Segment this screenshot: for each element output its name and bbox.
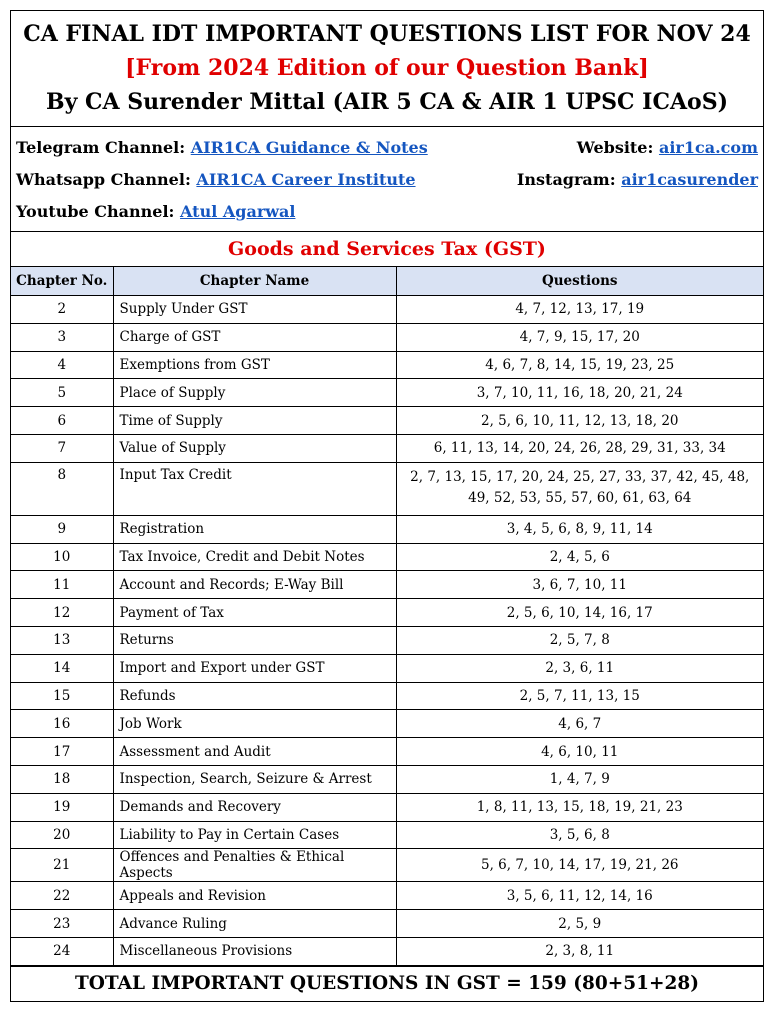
chapter-number-cell: 20	[11, 821, 113, 849]
table-row	[11, 937, 763, 965]
chapter-number-cell: 22	[11, 882, 113, 910]
chapter-name-cell: Tax Invoice, Credit and Debit Notes	[113, 543, 396, 571]
chapter-number-cell: 19	[11, 793, 113, 821]
table-row	[11, 849, 763, 882]
telegram-entry	[16, 138, 428, 157]
table-row	[11, 626, 763, 654]
links-row-3	[16, 195, 758, 227]
chapter-number-cell: 15	[11, 682, 113, 710]
instagram-label: Instagram:	[516, 169, 616, 189]
chapter-number-cell: 24	[11, 937, 113, 965]
column-header-chapter-name: Chapter Name	[113, 267, 396, 296]
chapter-number-cell: 4	[11, 351, 113, 379]
questions-cell: 2, 5, 6, 10, 14, 16, 17	[396, 599, 763, 627]
document-page	[10, 10, 764, 1002]
questions-cell: 4, 6, 7, 8, 14, 15, 19, 23, 25	[396, 351, 763, 379]
channel-links	[11, 127, 763, 232]
questions-cell: 1, 8, 11, 13, 15, 18, 19, 21, 23	[396, 793, 763, 821]
chapter-number-cell: 5	[11, 379, 113, 407]
website-entry	[577, 138, 758, 157]
chapter-name-cell: Account and Records; E-Way Bill	[113, 571, 396, 599]
table-row	[11, 882, 763, 910]
table-row	[11, 793, 763, 821]
chapter-name-cell: Liability to Pay in Certain Cases	[113, 821, 396, 849]
questions-cell: 2, 5, 9	[396, 910, 763, 938]
section-title: Goods and Services Tax (GST)	[11, 232, 763, 267]
website-label: Website:	[576, 137, 654, 157]
questions-table	[11, 267, 763, 966]
links-row-2	[16, 163, 758, 195]
chapter-name-cell: Job Work	[113, 710, 396, 738]
questions-cell: 1, 4, 7, 9	[396, 765, 763, 793]
chapter-name-cell: Advance Ruling	[113, 910, 396, 938]
questions-cell: 4, 7, 12, 13, 17, 19	[396, 296, 763, 324]
chapter-number-cell: 2	[11, 296, 113, 324]
questions-cell: 4, 6, 7	[396, 710, 763, 738]
total-questions: TOTAL IMPORTANT QUESTIONS IN GST = 159 (80+51+28)	[11, 966, 763, 1001]
chapter-name-cell: Assessment and Audit	[113, 738, 396, 766]
chapter-name-cell: Inspection, Search, Seizure & Arrest	[113, 765, 396, 793]
table-row	[11, 599, 763, 627]
website-link[interactable]: air1ca.com	[658, 137, 758, 157]
table-body	[11, 296, 763, 966]
table-row	[11, 710, 763, 738]
chapter-name-cell: Value of Supply	[113, 434, 396, 462]
questions-cell: 5, 6, 7, 10, 14, 17, 19, 21, 26	[396, 849, 763, 882]
chapter-name-cell: Appeals and Revision	[113, 882, 396, 910]
whatsapp-link[interactable]: AIR1CA Career Institute	[196, 169, 416, 189]
chapter-number-cell: 8	[11, 462, 113, 515]
chapter-name-cell: Charge of GST	[113, 323, 396, 351]
chapter-number-cell: 12	[11, 599, 113, 627]
table-row	[11, 407, 763, 435]
youtube-label: Youtube Channel:	[16, 201, 175, 221]
questions-cell: 2, 5, 6, 10, 11, 12, 13, 18, 20	[396, 407, 763, 435]
chapter-name-cell: Offences and Penalties & Ethical Aspects	[113, 849, 396, 882]
table-row	[11, 654, 763, 682]
table-row	[11, 765, 763, 793]
chapter-name-cell: Import and Export under GST	[113, 654, 396, 682]
chapter-number-cell: 6	[11, 407, 113, 435]
table-row	[11, 821, 763, 849]
questions-cell: 3, 5, 6, 8	[396, 821, 763, 849]
questions-cell: 2, 3, 8, 11	[396, 937, 763, 965]
chapter-number-cell: 9	[11, 515, 113, 543]
chapter-number-cell: 14	[11, 654, 113, 682]
chapter-name-cell: Refunds	[113, 682, 396, 710]
table-row	[11, 351, 763, 379]
questions-cell: 3, 7, 10, 11, 16, 18, 20, 21, 24	[396, 379, 763, 407]
questions-cell: 3, 4, 5, 6, 8, 9, 11, 14	[396, 515, 763, 543]
table-row	[11, 738, 763, 766]
table-header-row	[11, 267, 763, 296]
table-row	[11, 682, 763, 710]
table-row	[11, 515, 763, 543]
chapter-number-cell: 17	[11, 738, 113, 766]
youtube-entry	[16, 202, 295, 221]
instagram-link[interactable]: air1casurender	[621, 169, 758, 189]
chapter-number-cell: 13	[11, 626, 113, 654]
questions-cell: 2, 3, 6, 11	[396, 654, 763, 682]
chapter-name-cell: Miscellaneous Provisions	[113, 937, 396, 965]
chapter-name-cell: Place of Supply	[113, 379, 396, 407]
table-row	[11, 462, 763, 515]
telegram-link[interactable]: AIR1CA Guidance & Notes	[190, 137, 428, 157]
chapter-name-cell: Payment of Tax	[113, 599, 396, 627]
chapter-number-cell: 18	[11, 765, 113, 793]
questions-cell: 4, 7, 9, 15, 17, 20	[396, 323, 763, 351]
questions-cell: 3, 6, 7, 10, 11	[396, 571, 763, 599]
questions-cell: 2, 5, 7, 11, 13, 15	[396, 682, 763, 710]
table-row	[11, 323, 763, 351]
column-header-chapter-no: Chapter No.	[11, 267, 113, 296]
table-row	[11, 379, 763, 407]
table-row	[11, 910, 763, 938]
column-header-questions: Questions	[396, 267, 763, 296]
chapter-name-cell: Input Tax Credit	[113, 462, 396, 515]
questions-cell: 6, 11, 13, 14, 20, 24, 26, 28, 29, 31, 33, 34	[396, 434, 763, 462]
chapter-name-cell: Returns	[113, 626, 396, 654]
questions-cell: 2, 7, 13, 15, 17, 20, 24, 25, 27, 33, 37, 42, 45, 48, 49, 52, 53, 55, 57, 60, 61, 63, 64	[396, 462, 763, 515]
questions-cell: 2, 4, 5, 6	[396, 543, 763, 571]
chapter-name-cell: Exemptions from GST	[113, 351, 396, 379]
whatsapp-entry	[16, 170, 416, 189]
telegram-label: Telegram Channel:	[16, 137, 186, 157]
chapter-name-cell: Time of Supply	[113, 407, 396, 435]
document-header	[11, 11, 763, 127]
document-title: CA FINAL IDT IMPORTANT QUESTIONS LIST FOR NOV 24	[23, 21, 751, 47]
links-row-1	[16, 131, 758, 163]
chapter-name-cell: Registration	[113, 515, 396, 543]
questions-cell: 4, 6, 10, 11	[396, 738, 763, 766]
table-row	[11, 571, 763, 599]
chapter-number-cell: 3	[11, 323, 113, 351]
document-subtitle: [From 2024 Edition of our Question Bank]	[125, 55, 649, 81]
chapter-number-cell: 21	[11, 849, 113, 882]
whatsapp-label: Whatsapp Channel:	[16, 169, 191, 189]
document-author: By CA Surender Mittal (AIR 5 CA & AIR 1 UPSC ICAoS)	[45, 89, 728, 115]
youtube-link[interactable]: Atul Agarwal	[180, 201, 296, 221]
chapter-number-cell: 11	[11, 571, 113, 599]
chapter-name-cell: Demands and Recovery	[113, 793, 396, 821]
table-row	[11, 543, 763, 571]
chapter-name-cell: Supply Under GST	[113, 296, 396, 324]
instagram-entry	[517, 170, 758, 189]
chapter-number-cell: 23	[11, 910, 113, 938]
questions-cell: 2, 5, 7, 8	[396, 626, 763, 654]
chapter-number-cell: 7	[11, 434, 113, 462]
table-row	[11, 296, 763, 324]
questions-cell: 3, 5, 6, 11, 12, 14, 16	[396, 882, 763, 910]
chapter-number-cell: 16	[11, 710, 113, 738]
table-row	[11, 434, 763, 462]
chapter-number-cell: 10	[11, 543, 113, 571]
